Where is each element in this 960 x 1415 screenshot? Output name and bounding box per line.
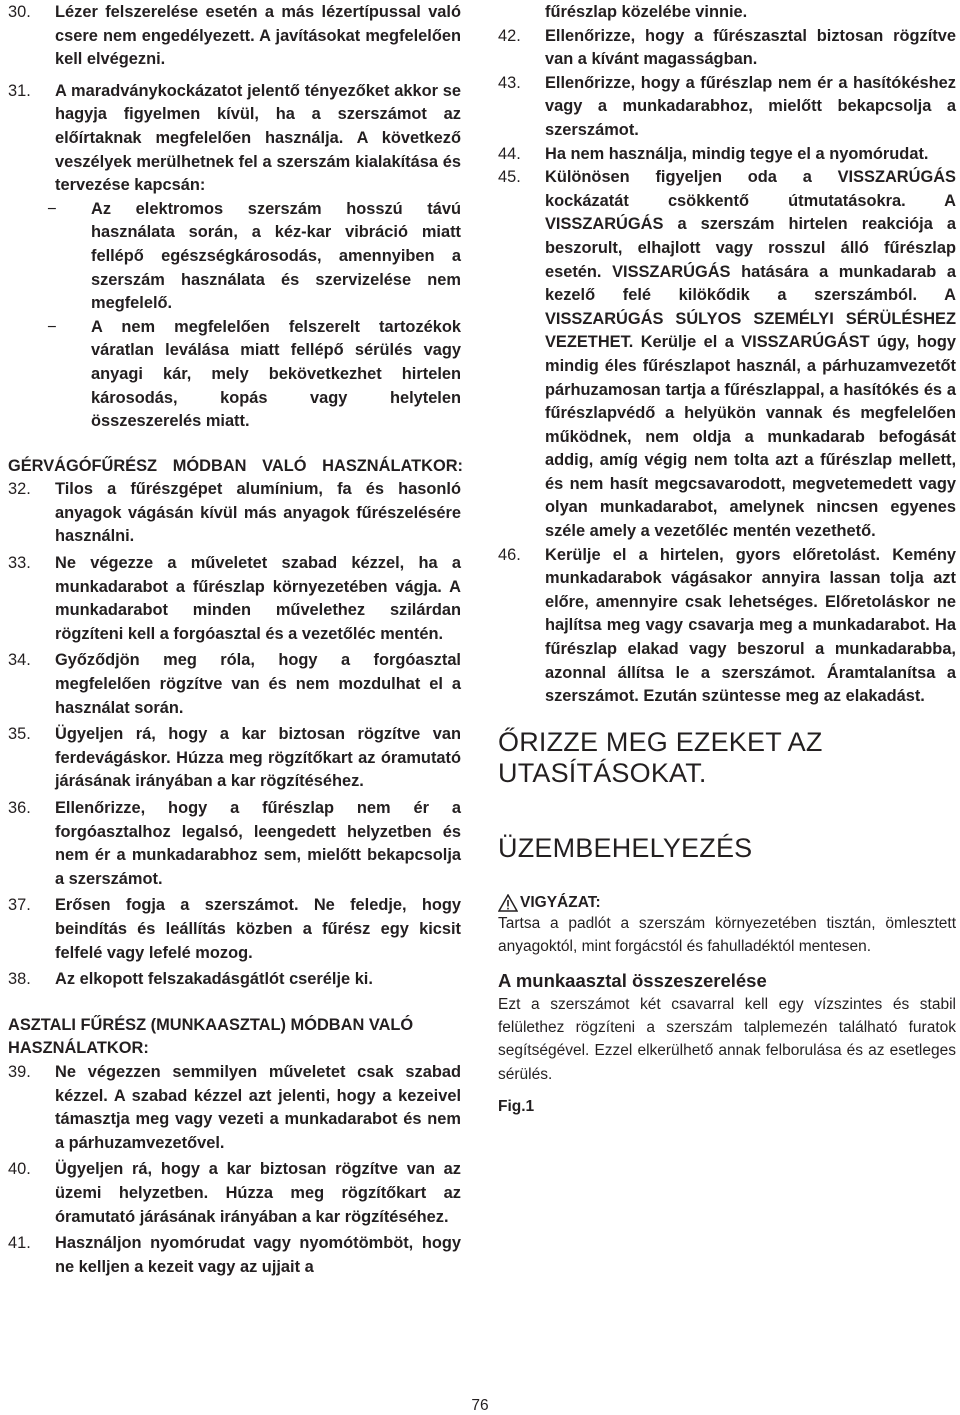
list-item: 35. Ügyeljen rá, hogy a kar biztosan rögzítve van ferdevágáskor. Húzza meg rögzítőkart az óramutató járásának irányában a kar rögzítéséhez. <box>8 725 461 791</box>
warning-triangle-icon <box>498 894 518 912</box>
page-number: 76 <box>471 1397 489 1414</box>
list-item: 40. Ügyeljen rá, hogy a kar biztosan rögzítve van az üzemi helyzetben. Húzza meg rögzítőkart az óramutató járásának irányában a kar rögzítéséhez. <box>8 1160 461 1226</box>
left-column <box>8 0 461 1279</box>
heading-installation: ÜZEMBEHELYEZÉS <box>498 832 753 863</box>
section-title-table-saw: ASZTALI FŰRÉSZ (MUNKAASZTAL) MÓDBAN VALÓ HASZNÁLATKOR: <box>8 1015 414 1058</box>
list-item: 43. Ellenőrizze, hogy a fűrészlap nem ér a hasítókéshez vagy a munkadarabhoz, mielőtt bekapcsolja a szerszámot. <box>498 73 956 139</box>
list-item: 31. A maradványkockázatot jelentő tényezőket akkor se hagyja figyelmen kívül, ha a szerszámot az előírtaknak megfelelően használja. A következő veszélyek merülhetnek fel a szerszám kialakítása és tervezése kapcsán: <box>8 81 461 195</box>
continuation-text: fűrészlap közelébe vinnie. <box>545 3 748 21</box>
list-item: 41. Használjon nyomórudat vagy nyomótömböt, hogy ne kelljen a kezeit vagy az ujjait a <box>8 1234 461 1276</box>
list-item: 42. Ellenőrizze, hogy a fűrészasztal biztosan rögzítve van a kívánt magasságban. <box>498 26 956 69</box>
dash-item: − A nem megfelelően felszerelt tartozékok váratlan leválása miatt fellépő sérülés vagy anyagi kár, mely bekövetkezhet hirtelen károsodás, kopás vagy helytelen összeszerelés miatt. <box>47 317 461 431</box>
list-item: 46. Kerülje el a hirtelen, gyors előretolást. Kemény munkadarabok vágásakor annyira lassan tolja azt előre, amennyire csak lehetséges. Előretoláskor ne hajlítsa meg vagy csavarja meg a munkadarabot. Ha fűrészlap elakad vagy beszorul a munkadarabba, azonnal állítsa le a szerszámot. Áramtalanítsa a szerszámot. Ezután szüntesse meg az elakadást. <box>498 545 956 706</box>
assembly-text: Ezt a szerszámot két csavarral kell egy vízszintes és stabil felülethez rögzíteni a szerszám talplemezén található furatok segítségével. Ezzel elkerülhető annak felborulása és az esetleges sérülés. <box>498 995 956 1083</box>
list-item: 45. Különösen figyeljen oda a VISSZARÚGÁS kockázatát csökkentő útmutatásokra. A VISSZARÚGÁS a szerszám hirtelen reakciója a beszorult, elhajlott vagy rosszul álló fűrészlap esetén. VISSZARÚGÁS hatására a munkadarab a kezelő felé kilökődik a szerszámból. A VISSZARÚGÁS SÚLYOS SZEMÉLYI SÉRÜLÉSHEZ VEZETHET. Kerülje el a VISSZARÚGÁST úgy, hogy mindig éles fűrészlapot használ, a párhuzamvezetőt párhuzamosan tartja a fűrészlappal, a hasítókés és a fűrészlapvédő a helyükön vannak és megfelelően működnek, nem oldja a munkadarab befogását addig, amíg végig nem tolta azt a fűrészlap mellett, és nem hasít megcsavarodott, megvetemedett vagy olyan munkadarabot, amelynek nincsen egyenes széle amely a vezetőléc mentén vezethető. <box>498 168 956 541</box>
list-item: 37. Erősen fogja a szerszámot. Ne feledje, hogy beindítás és leállítás közben a fűrész egy kicsit felfelé vagy lefelé mozog. <box>8 896 461 962</box>
warning-label: VIGYÁZAT: <box>498 894 956 912</box>
list-item: 44. Ha nem használja, mindig tegye el a nyomórudat. <box>498 144 929 163</box>
list-item: 30. Lézer felszerelése esetén a más lézertípussal való csere nem engedélyezett. A javításokat megfelelően kell elvégezni. <box>8 3 461 69</box>
subheading-assembly: A munkaasztal összeszerelése <box>498 969 767 991</box>
dash-item: − Az elektromos szerszám hosszú távú használata során, a kéz-kar vibráció miatt fellépő egészségkárosodás, amennyiben a szerszám használata és szervizelése nem megfelelő. <box>47 199 461 313</box>
list-item: 34. Győződjön meg róla, hogy a forgóasztal megfelelően rögzítve van és nem mozdulhat el a használat során. <box>8 651 461 717</box>
heading-keep-instructions: ŐRIZZE MEG EZEKET AZ UTASÍTÁSOKAT. <box>498 726 823 788</box>
list-item: 39. Ne végezzen semmilyen műveletet csak szabad kézzel. A szabad kézzel azt jelenti, hogy a kezeivel támasztja meg vagy vezeti a munkadarabot és nem a párhuzamvezetővel. <box>8 1062 461 1152</box>
section-title-miter: GÉRVÁGÓFŰRÉSZ MÓDBAN VALÓ HASZNÁLATKOR: <box>8 456 463 475</box>
list-item: 32. Tilos a fűrészgépet alumínium, fa és hasonló anyagok vágásán kívül más anyagok fűrészelésére használni. <box>8 480 461 546</box>
figure-label: Fig.1 <box>498 1098 535 1116</box>
warning-text: Tartsa a padlót a szerszám környezetében tisztán, ömlesztett anyagoktól, mint forgácstól és fahulladéktól mentesen. <box>498 914 956 956</box>
list-item: 33. Ne végezze a műveletet szabad kézzel, ha a munkadarabot a fűrészlap környezetében vágja. A munkadarabot minden művelethez szilárdan rögzíteni kell a forgóasztal és a vezetőléc mentén. <box>8 554 461 643</box>
list-item: 36. Ellenőrizze, hogy a fűrészlap nem ér a forgóasztalhoz legalsó, leengedett helyzetben és nem ér a munkadarabhoz sem, mielőtt bekapcsolja a szerszámot. <box>8 799 461 888</box>
list-item: 38. Az elkopott felszakadásgátlót cserélje ki. <box>8 970 373 989</box>
right-column <box>498 0 956 1116</box>
